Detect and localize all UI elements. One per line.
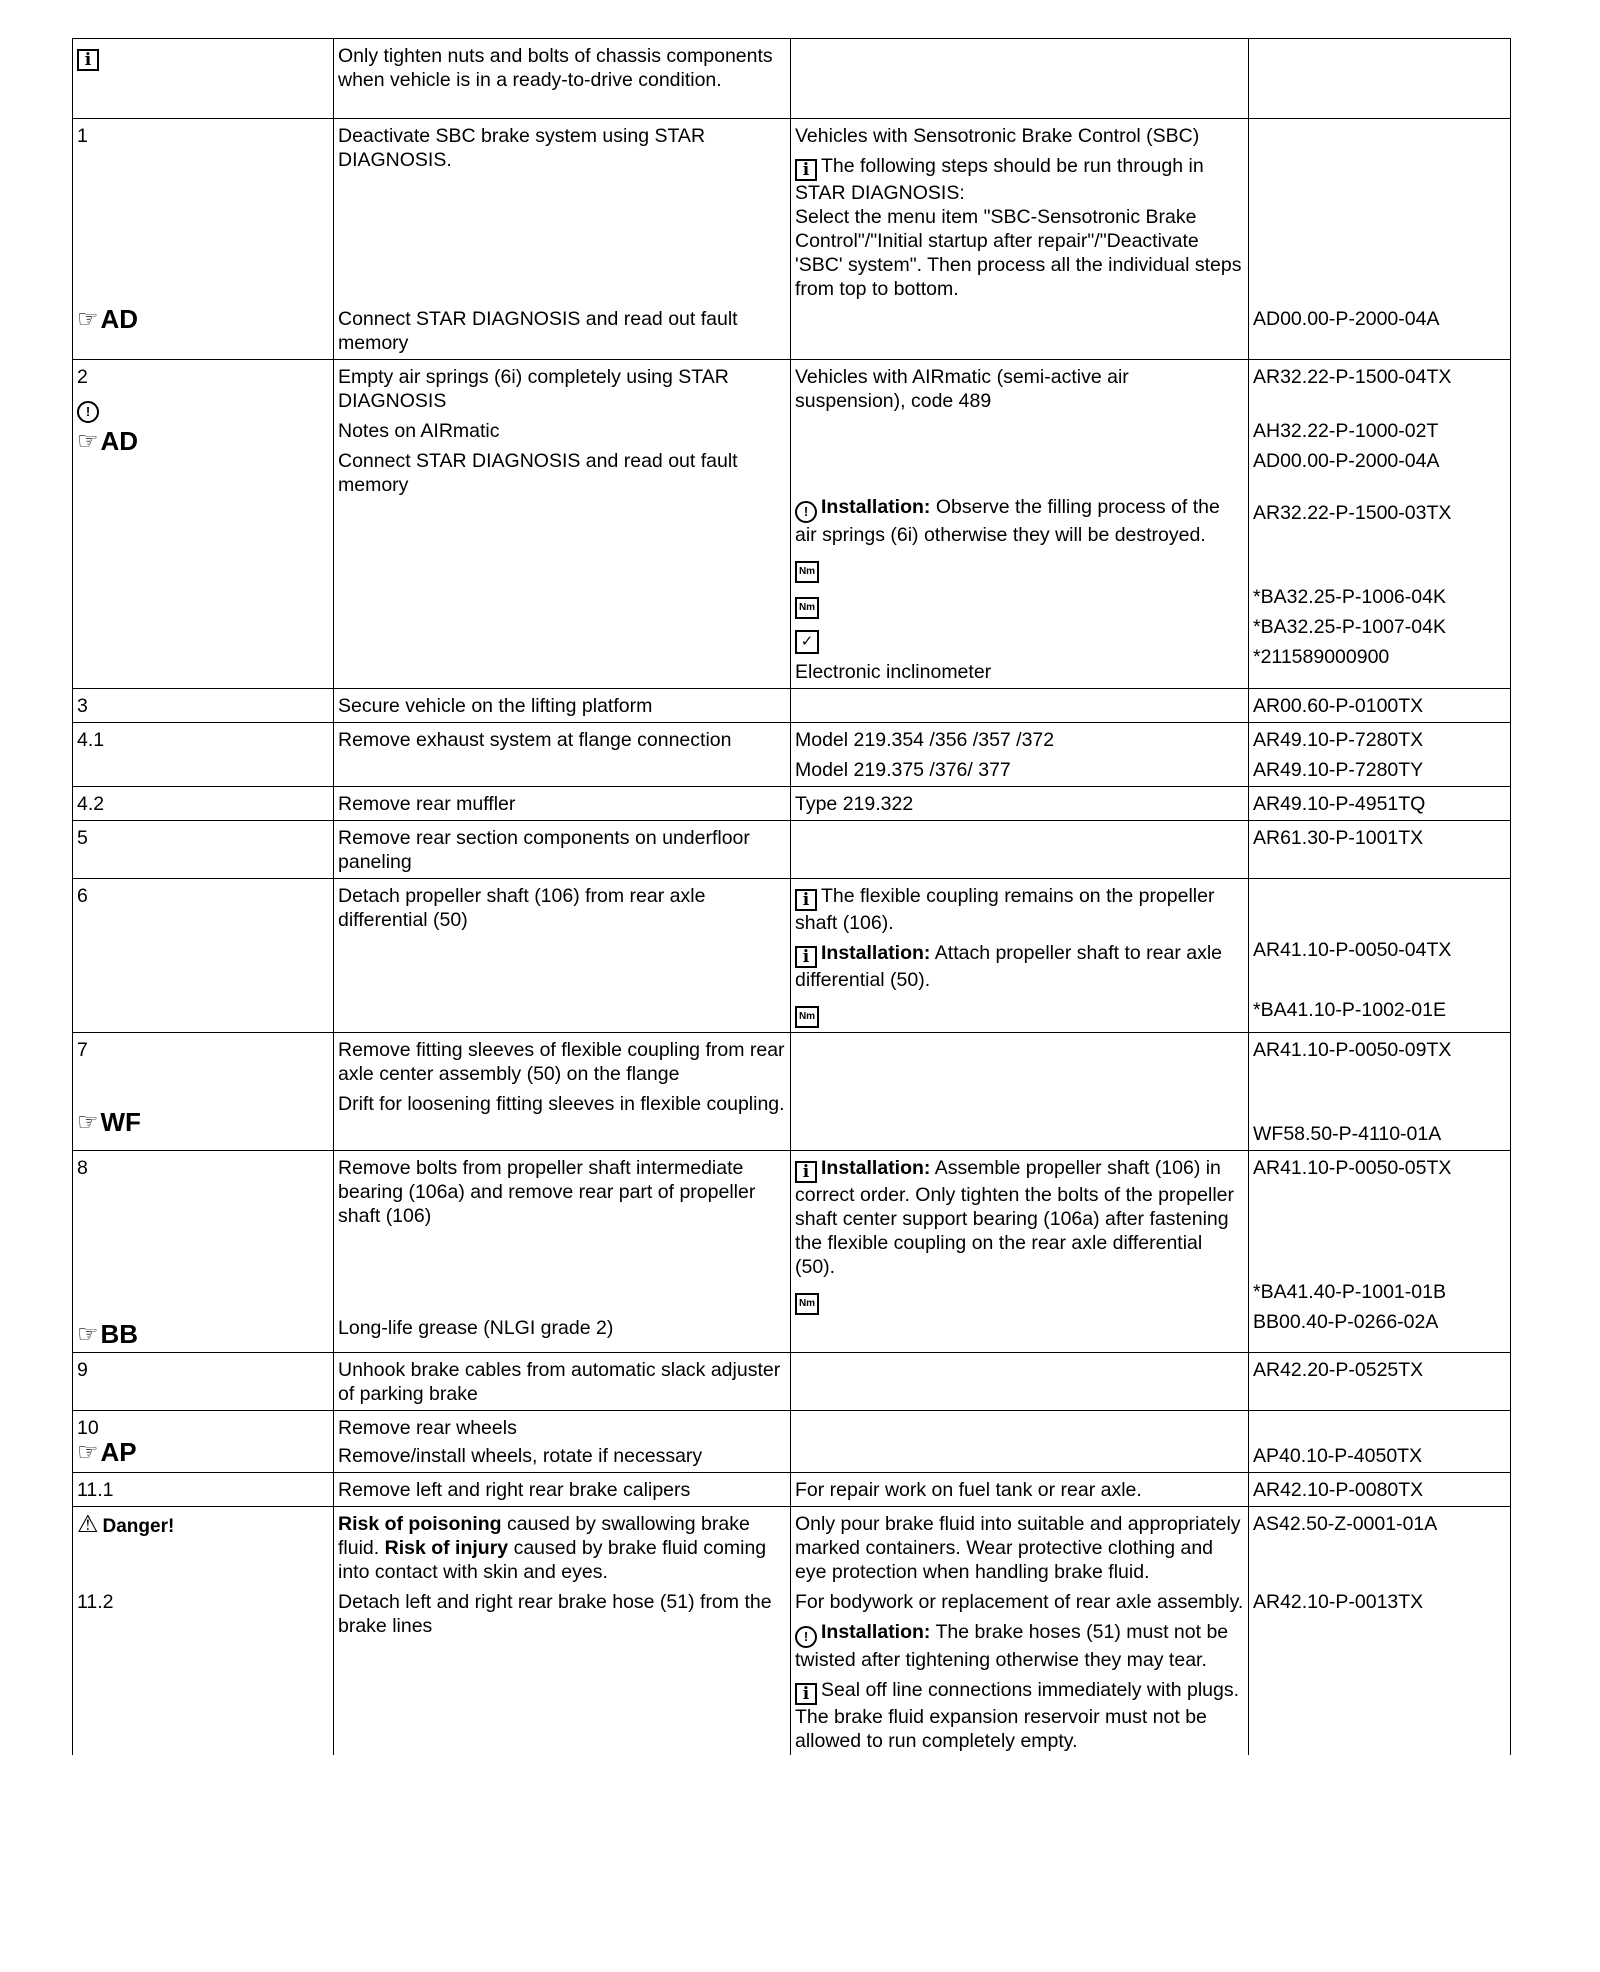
doc-reference[interactable]: AR61.30-P-1001TX	[1249, 821, 1511, 879]
step-number: 2 ! ☞ AD	[73, 360, 334, 689]
installation-note: Observe the filling process of the air springs (6i) otherwise they will be destroyed.	[795, 496, 1220, 546]
procedure-table	[72, 38, 1511, 1755]
step-number: 5	[73, 821, 334, 879]
step-condition: For repair work on fuel tank or rear axle.	[791, 1473, 1249, 1507]
torque-icon: Nm	[795, 561, 819, 583]
table-row	[73, 1353, 1511, 1411]
inclinometer-text: Electronic inclinometer	[795, 661, 992, 683]
danger-text: Risk of poisoning caused by swallowing brake fluid. Risk of injury caused by brake fluid coming into contact with skin and eyes.	[334, 1507, 791, 1589]
torque-icon: Nm	[795, 1006, 819, 1028]
step-action: Empty air springs (6i) completely using STAR DIAGNOSIS Notes on AIRmatic Connect STAR DIAGNOSIS and read out fault memory	[334, 360, 791, 689]
doc-reference-link[interactable]: AR32.22-P-1500-04TX	[1253, 366, 1452, 388]
step-condition	[791, 119, 1249, 306]
step-number: 7 ☞ WF	[73, 1033, 334, 1151]
step-action: Remove left and right rear brake calipers	[334, 1473, 791, 1507]
doc-reference-link[interactable]: AR49.10-P-7280TX	[1253, 729, 1424, 751]
table-row	[73, 1507, 1511, 1589]
table-row	[73, 1411, 1511, 1473]
caution-icon: !	[795, 501, 817, 523]
doc-reference-link[interactable]: *BA32.25-P-1006-04K	[1253, 586, 1446, 608]
caution-icon: !	[795, 1626, 817, 1648]
doc-reference-link[interactable]: AH32.22-P-1000-02T	[1253, 420, 1439, 442]
doc-reference-link[interactable]: BB00.40-P-0266-02A	[1253, 1311, 1439, 1333]
danger-label: ⚠ Danger!	[73, 1507, 334, 1589]
doc-reference-link[interactable]: AD00.00-P-2000-04A	[1253, 450, 1440, 472]
doc-reference	[1249, 1033, 1511, 1151]
doc-reference[interactable]: AD00.00-P-2000-04A	[1249, 305, 1511, 360]
doc-reference-link[interactable]: AP40.10-P-4050TX	[1253, 1445, 1423, 1467]
info-icon: i	[795, 889, 817, 911]
sub-action: Connect STAR DIAGNOSIS and read out fault memory	[338, 450, 738, 496]
step-number: 11.1	[73, 1473, 334, 1507]
info-icon: i	[795, 1683, 817, 1705]
table-row	[73, 1033, 1511, 1151]
table-row	[73, 305, 1511, 360]
step-condition: i Installation: Assemble propeller shaft (106) in correct order. Only tighten the bolts of the propeller shaft center support bearing (106a) after fastening the flexible coupling on the rear axle differential (50). Nm	[791, 1151, 1249, 1353]
doc-reference[interactable]: AR42.10-P-0013TX	[1249, 1588, 1511, 1755]
ad-pointer-icon: ☞ AD	[77, 426, 139, 456]
step-number: 4.1	[73, 723, 334, 787]
doc-reference	[1249, 1151, 1511, 1353]
doc-reference-link[interactable]: *211589000900	[1253, 646, 1390, 668]
step-number: 11.2	[73, 1588, 334, 1755]
step-number: 8 ☞ BB	[73, 1151, 334, 1353]
info-icon: i	[795, 159, 817, 181]
step-action: Remove rear wheels Remove/install wheels, rotate if necessary	[334, 1411, 791, 1473]
table-row	[73, 1151, 1511, 1353]
doc-reference-link[interactable]: *BA41.40-P-1001-01B	[1253, 1281, 1446, 1303]
doc-reference-link[interactable]: *BA41.10-P-1002-01E	[1253, 999, 1446, 1021]
installation-note: Assemble propeller shaft (106) in correct order. Only tighten the bolts of the propeller shaft center support bearing (106a) after fastening the flexible coupling on the rear axle differential (50).	[795, 1157, 1234, 1278]
table-row	[73, 689, 1511, 723]
note-text: Only tighten nuts and bolts of chassis components when vehicle is in a ready-to-drive condition.	[334, 39, 791, 119]
torque-icon: Nm	[795, 1293, 819, 1315]
step-condition: Vehicles with AIRmatic (semi-active air suspension), code 489 ! Installation: Observe the filling process of the air springs (6i) otherwise they will be destroyed. Nm Nm ✓ Electronic inclinometer	[791, 360, 1249, 689]
info-note: The following steps should be run through in STAR DIAGNOSIS:	[795, 155, 1204, 204]
step-number: 3	[73, 689, 334, 723]
warning-icon: ⚠	[77, 1510, 99, 1538]
info-note: Seal off line connections immediately with plugs. The brake fluid expansion reservoir must not be allowed to run completely empty.	[795, 1679, 1240, 1752]
doc-reference-link[interactable]: AR49.10-P-7280TY	[1253, 759, 1424, 781]
step-action: Secure vehicle on the lifting platform	[334, 689, 791, 723]
doc-reference[interactable]: AR00.60-P-0100TX	[1249, 689, 1511, 723]
doc-reference	[1249, 879, 1511, 1033]
step-number: 4.2	[73, 787, 334, 821]
step-action: Remove rear muffler	[334, 787, 791, 821]
table-row	[73, 787, 1511, 821]
sub-action: Remove/install wheels, rotate if necessary	[338, 1445, 703, 1467]
step-condition: Model 219.354 /356 /357 /372 Model 219.375 /376/ 377	[791, 723, 1249, 787]
step-action: Remove bolts from propeller shaft intermediate bearing (106a) and remove rear part of propeller shaft (106) Long-life grease (NLGI grade 2)	[334, 1151, 791, 1353]
table-row	[73, 723, 1511, 787]
sub-action: Long-life grease (NLGI grade 2)	[338, 1317, 614, 1339]
doc-reference-link[interactable]: WF58.50-P-4110-01A	[1253, 1123, 1442, 1145]
installation-note: The brake hoses (51) must not be twisted after tightening otherwise they may tear.	[795, 1621, 1229, 1671]
table-row	[73, 39, 1511, 119]
doc-reference-link[interactable]: AR41.10-P-0050-09TX	[1253, 1039, 1452, 1061]
step-condition: For bodywork or replacement of rear axle assembly. ! Installation: The brake hoses (51) must not be twisted after tightening otherwise they may tear. i Seal off line connections immediately with plugs. The brake fluid expansion reservoir must not be allowed to run completely empty.	[791, 1588, 1249, 1755]
step-number: 9	[73, 1353, 334, 1411]
doc-reference[interactable]: AR49.10-P-4951TQ	[1249, 787, 1511, 821]
notes-icon: !	[77, 401, 99, 423]
bb-pointer-icon: ☞ BB	[77, 1319, 139, 1349]
sub-action: Connect STAR DIAGNOSIS and read out fault memory	[334, 305, 791, 360]
notes-action: Notes on AIRmatic	[338, 420, 500, 442]
info-icon: i	[795, 946, 817, 968]
info-note: The flexible coupling remains on the propeller shaft (106).	[795, 885, 1215, 934]
condition-text: Vehicles with Sensotronic Brake Control (SBC)	[795, 125, 1200, 147]
ad-pointer-icon: ☞ AD	[77, 304, 139, 334]
sub-action: Drift for loosening fitting sleeves in flexible coupling.	[338, 1093, 785, 1115]
special-tool-icon: ✓	[795, 630, 819, 654]
step-condition: Type 219.322	[791, 787, 1249, 821]
doc-reference-link[interactable]: AR41.10-P-0050-05TX	[1253, 1157, 1452, 1179]
doc-reference-link[interactable]: AR41.10-P-0050-04TX	[1253, 939, 1452, 961]
doc-reference-link[interactable]: AR32.22-P-1500-03TX	[1253, 502, 1452, 524]
table-row	[73, 360, 1511, 689]
doc-reference[interactable]: AS42.50-Z-0001-01A	[1249, 1507, 1511, 1589]
table-row	[73, 879, 1511, 1033]
step-action: Unhook brake cables from automatic slack adjuster of parking brake	[334, 1353, 791, 1411]
danger-measure: Only pour brake fluid into suitable and appropriately marked containers. Wear protective clothing and eye protection when handling brake fluid.	[791, 1507, 1249, 1589]
table-row	[73, 821, 1511, 879]
doc-reference-link[interactable]: *BA32.25-P-1007-04K	[1253, 616, 1446, 638]
ap-pointer-icon: ☞ AP	[77, 1437, 137, 1467]
doc-reference	[1249, 723, 1511, 787]
table-row	[73, 1588, 1511, 1755]
step-action: Remove rear section components on underfloor paneling	[334, 821, 791, 879]
doc-reference[interactable]: AR42.20-P-0525TX	[1249, 1353, 1511, 1411]
torque-icon: Nm	[795, 597, 819, 619]
step-action: Detach left and right rear brake hose (51) from the brake lines	[334, 1588, 791, 1755]
wf-pointer-icon: ☞ WF	[77, 1107, 141, 1137]
table-row	[73, 119, 1511, 306]
info-note-detail: Select the menu item "SBC-Sensotronic Brake Control"/"Initial startup after repair"/"Deactivate 'SBC' system". Then process all the individual steps from top to bottom.	[795, 206, 1242, 300]
step-action: Deactivate SBC brake system using STAR DIAGNOSIS.	[334, 119, 791, 306]
table-row	[73, 1473, 1511, 1507]
step-action: Detach propeller shaft (106) from rear axle differential (50)	[334, 879, 791, 1033]
installation-note: Attach propeller shaft to rear axle differential (50).	[795, 942, 1223, 991]
info-icon: i	[77, 49, 99, 71]
step-condition: i The flexible coupling remains on the propeller shaft (106). i Installation: Attach propeller shaft to rear axle differential (50). Nm	[791, 879, 1249, 1033]
doc-reference	[1249, 360, 1511, 689]
step-action: Remove fitting sleeves of flexible coupling from rear axle center assembly (50) on the flange Drift for loosening fitting sleeves in flexible coupling.	[334, 1033, 791, 1151]
step-action: Remove exhaust system at flange connection	[334, 723, 791, 787]
doc-reference[interactable]: AR42.10-P-0080TX	[1249, 1473, 1511, 1507]
step-number: 1	[73, 119, 334, 306]
step-number: 6	[73, 879, 334, 1033]
doc-reference	[1249, 1411, 1511, 1473]
info-icon: i	[795, 1161, 817, 1183]
step-number: 10 ☞ AP	[73, 1411, 334, 1473]
